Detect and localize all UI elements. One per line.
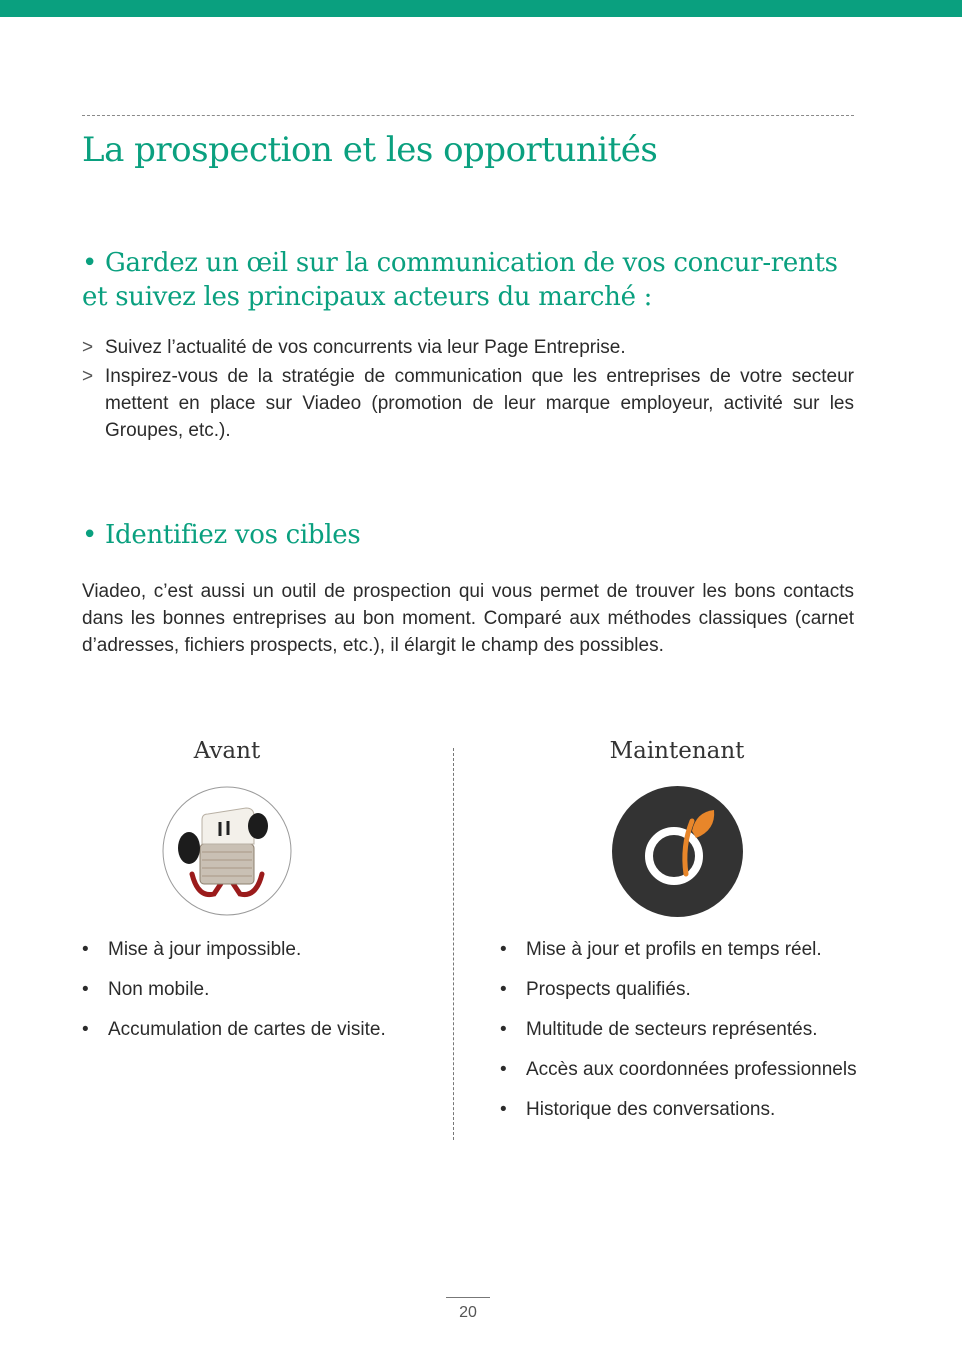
list-item-text: Accès aux coordonnées professionnels <box>526 1059 857 1080</box>
column-divider <box>453 748 454 1140</box>
top-accent-bar <box>0 0 962 17</box>
list-item-text: Mise à jour et profils en temps réel. <box>526 939 822 960</box>
page-number-rule <box>446 1297 490 1298</box>
list-item <box>82 978 442 1001</box>
list-item-text: Non mobile. <box>108 979 210 1000</box>
list-item-text: Mise à jour impossible. <box>108 939 302 960</box>
section-heading-targets <box>82 518 862 552</box>
title-divider <box>82 115 854 116</box>
bullet-marker: • <box>500 1019 507 1040</box>
column-heading-before: Avant <box>193 738 261 764</box>
bullet-marker: • <box>82 979 89 1000</box>
bullet-marker: • <box>82 939 89 960</box>
bullet-marker: • <box>500 1059 507 1080</box>
list-item <box>500 1018 860 1041</box>
section-heading-targets-text: Identifiez vos cibles <box>105 520 361 550</box>
list-item <box>82 363 854 444</box>
bullet-marker: • <box>500 979 507 1000</box>
targets-paragraph: Viadeo, c’est aussi un outil de prospection qui vous permet de trouver les bons contacts dans les bonnes entreprises au bon moment. Comparé aux méthodes classiques (carnet d’adresses, fichiers prospects, etc.), il élargit le champ des possibles. <box>82 581 854 656</box>
list-item <box>500 978 860 1001</box>
section-heading-competitors <box>82 246 862 314</box>
list-item <box>500 1098 860 1121</box>
arrow-marker: > <box>82 366 94 387</box>
competitor-tips-list <box>82 334 854 446</box>
viadeo-logo-icon <box>612 786 743 917</box>
list-item-text: Accumulation de cartes de visite. <box>108 1019 386 1040</box>
page-number: 20 <box>459 1304 477 1321</box>
page-title: La prospection et les opportunités <box>82 130 658 170</box>
section-heading-competitors-text: Gardez un œil sur la communication de vos concur-rents et suivez les principaux acteurs du marché : <box>82 248 838 312</box>
list-item-text: Prospects qualifiés. <box>526 979 691 1000</box>
bullet-marker: • <box>500 939 507 960</box>
list-item-text: Multitude de secteurs représentés. <box>526 1019 818 1040</box>
list-item <box>82 1018 442 1041</box>
heading-bullet: • <box>82 520 98 550</box>
list-item-text: Inspirez-vous de la stratégie de communication que les entreprises de votre secteur mettent en place sur Viadeo (promotion de leur marque employeur, activité sur les Groupes, etc.). <box>105 366 854 441</box>
heading-bullet: • <box>82 248 98 278</box>
list-item <box>500 938 860 961</box>
bullet-marker: • <box>82 1019 89 1040</box>
column-heading-after: Maintenant <box>609 738 745 764</box>
arrow-marker: > <box>82 337 94 358</box>
list-item-text: Suivez l’actualité de vos concurrents via leur Page Entreprise. <box>105 337 626 358</box>
list-item <box>500 1058 860 1081</box>
bullet-marker: • <box>500 1099 507 1120</box>
after-list <box>500 938 860 1138</box>
list-item-text: Historique des conversations. <box>526 1099 776 1120</box>
rolodex-icon <box>162 786 292 916</box>
before-list <box>82 938 442 1058</box>
list-item <box>82 938 442 961</box>
list-item <box>82 334 854 361</box>
